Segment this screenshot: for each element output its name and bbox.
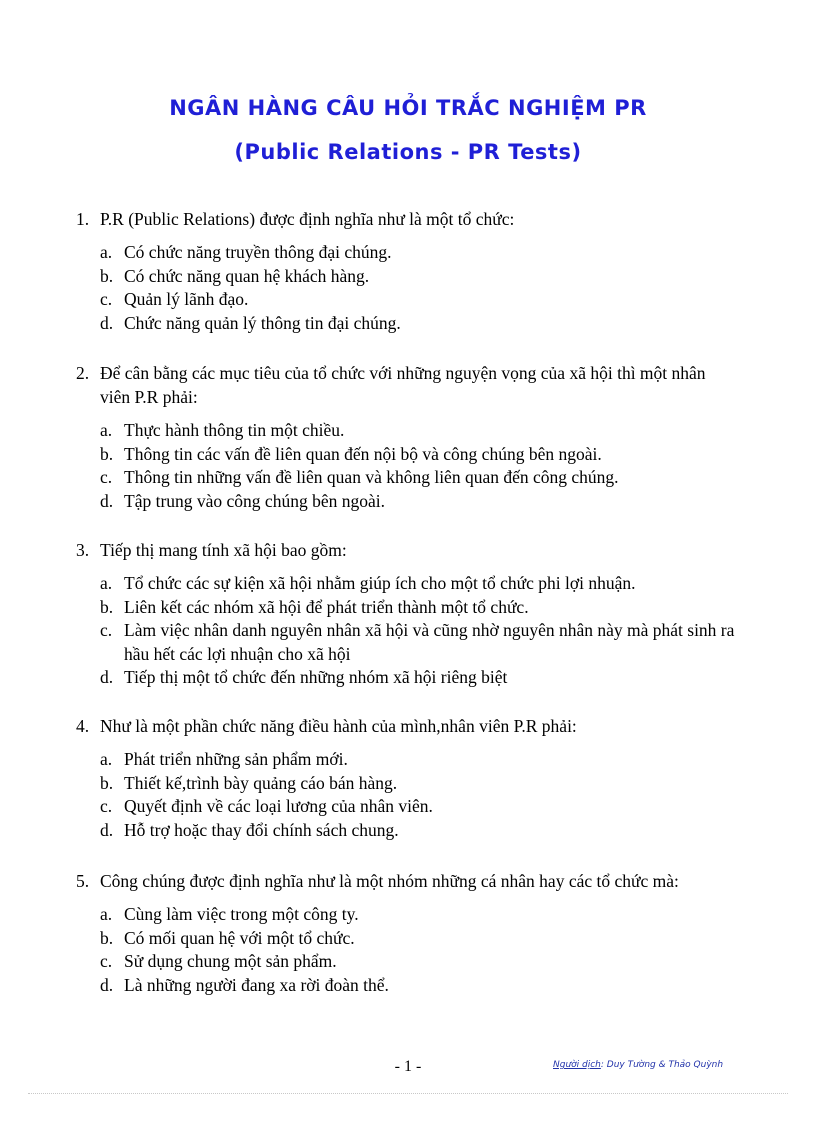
- option-text: Quản lý lãnh đạo.: [124, 289, 249, 309]
- option-list: [76, 572, 736, 690]
- option-label: a.: [100, 904, 113, 924]
- option-list: [76, 903, 736, 997]
- option-label: b.: [100, 265, 114, 286]
- option-label: a.: [100, 749, 113, 769]
- question-text: P.R (Public Relations) được định nghĩa như là một tổ chức:: [100, 209, 515, 229]
- option-label: d.: [100, 819, 114, 840]
- question-text: Tiếp thị mang tính xã hội bao gồm:: [100, 540, 347, 560]
- question-number: 3.: [76, 540, 90, 560]
- option-b: [100, 927, 736, 951]
- question-number: 5.: [76, 871, 90, 891]
- option-label: a.: [100, 573, 113, 593]
- option-text: Thông tin các vấn đề liên quan đến nội bộ và công chúng bên ngoài.: [124, 443, 602, 464]
- translator-names: : Duy Tường & Thảo Quỳnh: [600, 1060, 724, 1070]
- option-list: [76, 748, 736, 842]
- option-label: b.: [100, 772, 114, 793]
- question-text: Như là một phần chức năng điều hành của mình,nhân viên P.R phải:: [100, 716, 577, 736]
- option-text: Quyết định về các loại lương của nhân viên.: [124, 796, 433, 816]
- option-label: a.: [100, 242, 113, 262]
- option-text: Tổ chức các sự kiện xã hội nhằm giúp ích cho một tổ chức phi lợi nhuận.: [124, 573, 636, 593]
- question-4: [76, 714, 736, 842]
- option-d: [100, 490, 736, 514]
- question-1: [76, 207, 736, 335]
- option-b: [100, 265, 736, 289]
- option-label: d.: [100, 667, 114, 687]
- question-stem: [76, 538, 736, 562]
- option-text: Có chức năng truyền thông đại chúng.: [124, 242, 392, 262]
- option-text: Có chức năng quan hệ khách hàng.: [124, 265, 370, 286]
- option-a: [100, 419, 736, 443]
- option-list: [76, 419, 736, 513]
- option-text: Thông tin những vấn đề liên quan và không liên quan đến công chúng.: [124, 467, 619, 487]
- option-a: [100, 241, 736, 265]
- option-text: Là những người đang xa rời đoàn thể.: [124, 974, 389, 995]
- option-text: Liên kết các nhóm xã hội để phát triển thành một tổ chức.: [124, 596, 529, 617]
- option-text: Chức năng quản lý thông tin đại chúng.: [124, 312, 401, 333]
- page-bottom-divider: [28, 1093, 788, 1094]
- option-text: Hỗ trợ hoặc thay đổi chính sách chung.: [124, 819, 399, 840]
- option-label: c.: [100, 796, 113, 816]
- option-label: d.: [100, 490, 114, 511]
- option-text: Có mối quan hệ với một tổ chức.: [124, 927, 355, 948]
- option-text: Phát triển những sản phẩm mới.: [124, 749, 348, 769]
- option-text: Sử dụng chung một sản phẩm.: [124, 951, 337, 971]
- translator-label: Người dịch: [553, 1060, 601, 1070]
- option-b: [100, 596, 736, 620]
- option-label: d.: [100, 974, 114, 995]
- option-text: Thực hành thông tin một chiều.: [124, 420, 345, 440]
- question-text: Để cân bằng các mục tiêu của tổ chức với những nguyện vọng của xã hội thì một nhân viên P.R phải:: [100, 363, 706, 407]
- option-label: c.: [100, 951, 113, 971]
- option-label: d.: [100, 312, 114, 333]
- document-title: NGÂN HÀNG CÂU HỎI TRẮC NGHIỆM PR: [169, 96, 647, 120]
- option-text: Tiếp thị một tổ chức đến những nhóm xã hội riêng biệt: [124, 667, 508, 687]
- option-text: Làm việc nhân danh nguyên nhân xã hội và cũng nhờ nguyên nhân này mà phát sinh ra hầu hết các lợi nhuận cho xã hội: [124, 620, 735, 664]
- option-label: a.: [100, 420, 113, 440]
- option-text: Tập trung vào công chúng bên ngoài.: [124, 490, 385, 511]
- option-label: b.: [100, 927, 114, 948]
- option-c: [100, 950, 736, 974]
- option-text: Thiết kế,trình bày quảng cáo bán hàng.: [124, 772, 398, 793]
- option-c: [100, 288, 736, 312]
- option-a: [100, 748, 736, 772]
- page-number: - 1 -: [394, 1058, 422, 1075]
- question-5: [76, 869, 736, 997]
- question-stem: [76, 869, 736, 893]
- option-c: [100, 619, 736, 666]
- option-a: [100, 903, 736, 927]
- question-3: [76, 538, 736, 690]
- translator-credit: [553, 1060, 723, 1070]
- question-number: 2.: [76, 363, 90, 383]
- option-list: [76, 241, 736, 335]
- document-subtitle: (Public Relations - PR Tests): [234, 140, 582, 164]
- option-a: [100, 572, 736, 596]
- option-label: c.: [100, 467, 113, 487]
- option-d: [100, 974, 736, 998]
- option-label: b.: [100, 443, 114, 464]
- question-number: 1.: [76, 209, 90, 229]
- option-d: [100, 312, 736, 336]
- option-c: [100, 795, 736, 819]
- option-label: c.: [100, 620, 113, 640]
- option-d: [100, 666, 736, 690]
- question-stem: [76, 361, 736, 409]
- question-text: Công chúng được định nghĩa như là một nhóm những cá nhân hay các tổ chức mà:: [100, 871, 679, 891]
- question-number: 4.: [76, 716, 90, 736]
- option-c: [100, 466, 736, 490]
- question-2: [76, 361, 736, 513]
- option-d: [100, 819, 736, 843]
- option-text: Cùng làm việc trong một công ty.: [124, 904, 359, 924]
- option-label: b.: [100, 596, 114, 617]
- question-stem: [76, 207, 736, 231]
- option-b: [100, 772, 736, 796]
- option-label: c.: [100, 289, 113, 309]
- question-stem: [76, 714, 736, 738]
- option-b: [100, 443, 736, 467]
